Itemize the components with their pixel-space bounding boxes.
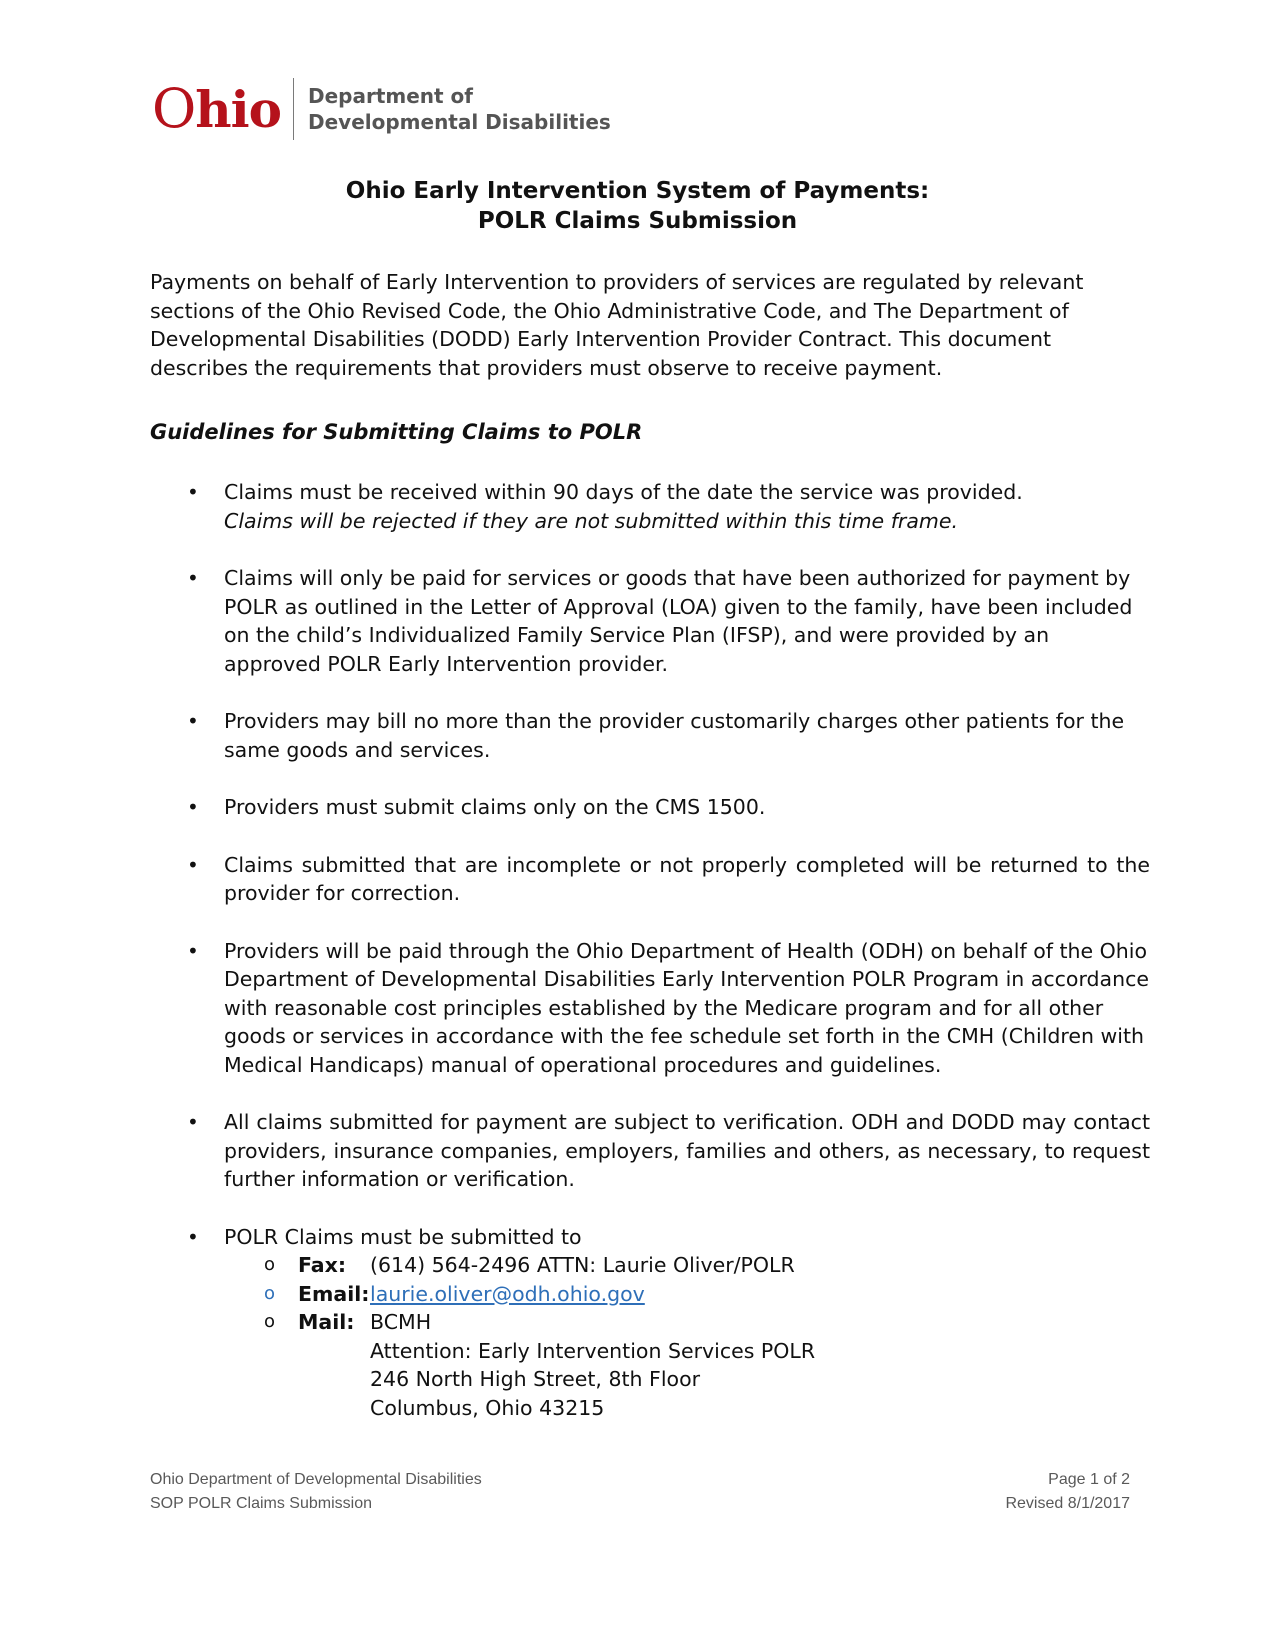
dept-line-2: Developmental Disabilities — [307, 110, 611, 134]
circle-bullet-icon: o — [264, 1311, 276, 1332]
ohio-dodd-logo — [152, 78, 611, 140]
mail-line-2: Attention: Early Intervention Services POLR — [370, 1338, 816, 1363]
footer-org: Ohio Department of Developmental Disabilities — [150, 1471, 482, 1488]
mail-label: Mail: — [298, 1310, 355, 1334]
logo-divider — [293, 78, 294, 140]
list-item: • Providers may bill no more than the provider customarily charges other patients for the same goods and services. — [150, 707, 1150, 764]
section-heading: Guidelines for Submitting Claims to POLR — [150, 420, 643, 444]
logo-wordmark: Ohio — [152, 77, 281, 140]
page-number: Page 1 of 2 — [1048, 1471, 1130, 1488]
list-item: • Claims must be received within 90 days of the date the service was provided. Claims will be rejected if they are not submitted within this time frame. — [150, 478, 1150, 535]
title-line-1: Ohio Early Intervention System of Payments: — [345, 178, 930, 204]
circle-bullet-icon: o — [264, 1254, 276, 1275]
mail-line-3: 246 North High Street, 8th Floor — [370, 1367, 701, 1391]
list-item: • All claims submitted for payment are subject to verification. ODH and DODD may contact providers, insurance companies, employers, families and others, as necessary, to request further information or verification. — [150, 1108, 1150, 1194]
mail-line-1: BCMH — [370, 1310, 432, 1334]
email-link[interactable]: laurie.oliver@odh.ohio.gov — [370, 1281, 645, 1306]
list-item: • Claims submitted that are incomplete or not properly completed will be returned to the provider for correction. — [150, 851, 1150, 908]
fax-item — [224, 1251, 1150, 1280]
list-item: • Providers will be paid through the Ohio Department of Health (ODH) on behalf of the Ohio Department of Developmental Disabilities Early Intervention POLR Program in accordance with reasonable cost principles established by the Medicare program and for all other goods or services in accordance with the fee schedule set forth in the CMH (Children with Medical Handicaps) manual of operational procedures and guidelines. — [150, 937, 1150, 1080]
footer-left — [150, 1468, 482, 1516]
list-item: • Claims will only be paid for services or goods that have been authorized for payment by POLR as outlined in the Letter of Approval (LOA) given to the family, have been included on the child’s Individualized Family Service Plan (IFSP), and were provided by an approved POLR Early Intervention provider. — [150, 564, 1150, 678]
intro-paragraph: Payments on behalf of Early Intervention to providers of services are regulated by relevant sections of the Ohio Revised Code, the Ohio Administrative Code, and The Department of Developmental Disabilities (DODD) Early Intervention Provider Contract. This document describes the requirements that providers must observe to receive payment. — [150, 270, 1084, 380]
email-label: Email: — [298, 1281, 370, 1306]
circle-bullet-icon: o — [264, 1282, 276, 1304]
dept-line-1: Department of — [307, 84, 473, 108]
mail-line-4: Columbus, Ohio 43215 — [370, 1395, 605, 1420]
title-line-2: POLR Claims Submission — [477, 208, 798, 234]
list-item: • POLR Claims must be submitted to o Fax: (614) 564-2496 ATTN: Laurie Oliver/POLR o Email:laurie.oliver@odh.ohio.gov o Mail: BCMH Attention: Early Intervention Services POLR 246 North High Street, 8th Floor Columbus, Ohio 43215 — [150, 1223, 1150, 1423]
list-item-note: Claims will be rejected if they are not submitted within this time frame. — [224, 508, 958, 533]
fax-label: Fax: — [298, 1253, 347, 1277]
fax-value: (614) 564-2496 ATTN: Laurie Oliver/POLR — [370, 1253, 795, 1277]
email-item — [224, 1280, 1150, 1309]
footer-right — [1005, 1468, 1130, 1516]
list-item: • Providers must submit claims only on the CMS 1500. — [150, 793, 1150, 822]
mail-item — [224, 1308, 1150, 1422]
revision-date: Revised 8/1/2017 — [1005, 1495, 1130, 1512]
logo-department-name — [308, 83, 611, 135]
footer-doc-name: SOP POLR Claims Submission — [150, 1495, 372, 1512]
document-title — [0, 176, 1275, 236]
guidelines-list — [150, 478, 1150, 1451]
mail-address — [298, 1337, 1150, 1423]
submission-methods — [224, 1251, 1150, 1422]
